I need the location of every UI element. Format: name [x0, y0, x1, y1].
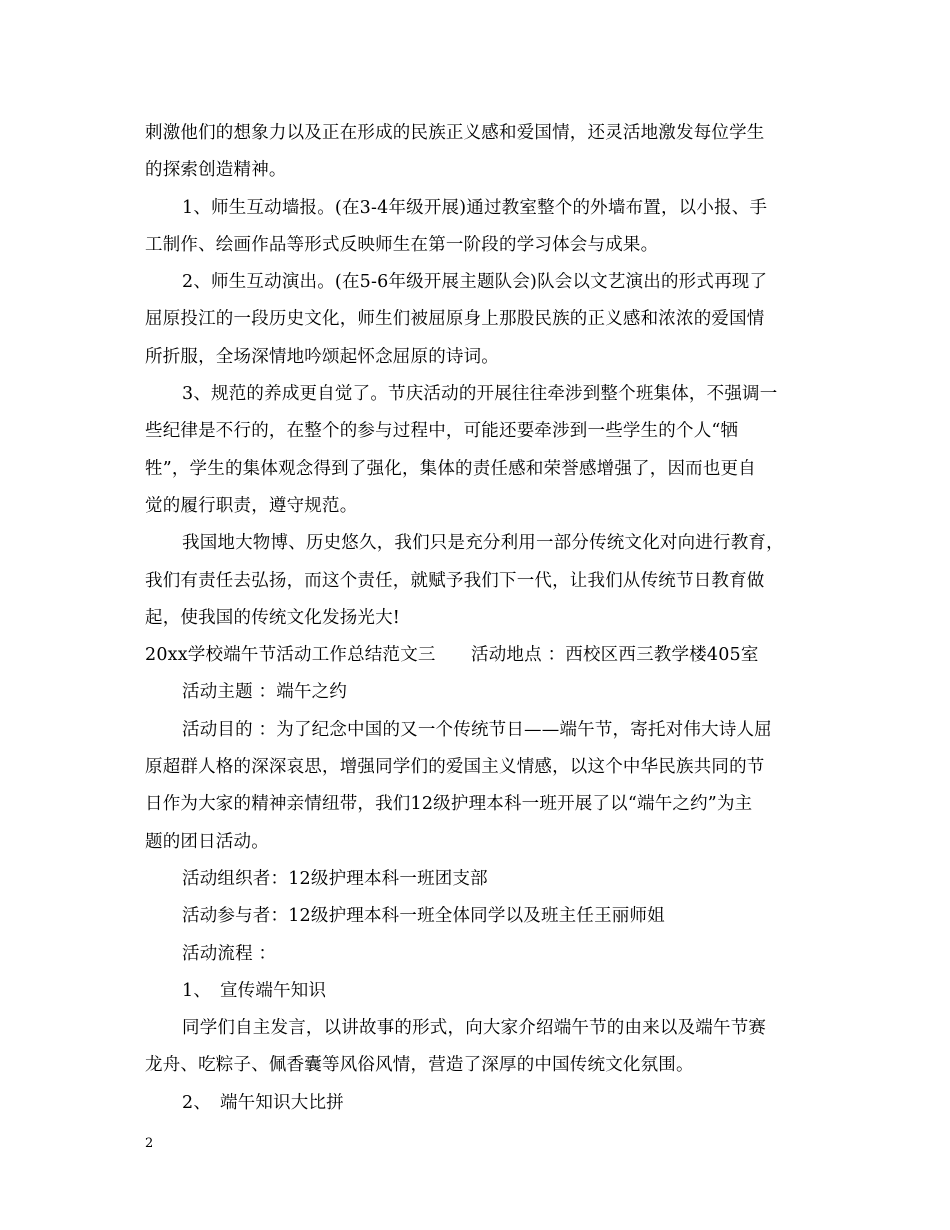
text-line: 活动目的 ：为了纪念中国的又一个传统节日——端午节，寄托对伟大诗人屈	[182, 719, 772, 740]
page-number: 2	[145, 1136, 154, 1151]
text-line: 日作为大家的精神亲情纽带，我们12级护理本科一班开展了以“端午之约”为主	[145, 794, 753, 815]
text-line: 活动组织者：12级护理本科一班团支部	[182, 868, 488, 889]
text-line: 牲”，学生的集体观念得到了强化，集体的责任感和荣誉感增强了，因而也更自	[145, 458, 756, 479]
text-line: 工制作、绘画作品等形式反映师生在第一阶段的学习体会与成果。	[145, 234, 659, 255]
text-line: 起，使我国的传统文化发扬光大!	[145, 607, 401, 628]
text-line: 我国地大物博、历史悠久，我们只是充分利用一部分传统文化对向进行教育，	[182, 533, 784, 554]
text-line: 1、师生互动墙报。(在3-4年级开展)通过教室整个的外墙布置，以小报、手	[182, 197, 768, 218]
text-line: 同学们自主发言，以讲故事的形式，向大家介绍端午节的由来以及端午节赛	[182, 1018, 767, 1039]
section-heading-line: 20xx学校端午节活动工作总结范文三 活动地点 ：西校区西三教学楼405室	[145, 645, 759, 666]
document-body	[145, 118, 810, 1125]
text-line: 活动流程 ：	[182, 943, 277, 964]
text-line: 原超群人格的深深哀思，增强同学们的爱国主义情感，以这个中华民族共同的节	[145, 757, 765, 778]
text-line: 活动主题 ：端午之约	[182, 682, 348, 703]
text-line: 题的团日活动。	[145, 831, 269, 852]
text-line: 些纪律是不行的，在整个的参与过程中，可能还要牵涉到一些学生的个人“牺	[145, 421, 739, 442]
text-line: 刺激他们的想象力以及正在形成的民族正义感和爱国情，还灵活地激发每位学生	[145, 123, 765, 143]
text-line: 屈原投江的一段历史文化，师生们被屈原身上那股民族的正义感和浓浓的爱国情	[145, 309, 765, 330]
text-line: 所折服，全场深情地吟颂起怀念屈原的诗词。	[145, 346, 499, 367]
text-line: 1、 宣传端午知识	[182, 980, 327, 1001]
text-line: 活动参与者：12级护理本科一班全体同学以及班主任王丽师姐	[182, 906, 665, 927]
text-line: 我们有责任去弘扬，而这个责任，就赋予我们下一代，让我们从传统节日教育做	[145, 570, 765, 591]
text-line: 龙舟、吃粽子、佩香囊等风俗风情，营造了深厚的中国传统文化氛围。	[145, 1055, 694, 1076]
text-line: 2、 端午知识大比拼	[182, 1092, 344, 1113]
text-line: 2、师生互动演出。(在5-6年级开展主题队会)队会以文艺演出的形式再现了	[182, 272, 768, 293]
text-line: 觉的履行职责，遵守规范。	[145, 495, 358, 516]
text-line: 3、规范的养成更自觉了。节庆活动的开展往往牵涉到整个班集体，不强调一	[182, 384, 778, 405]
text-line: 的探索创造精神。	[145, 160, 287, 181]
